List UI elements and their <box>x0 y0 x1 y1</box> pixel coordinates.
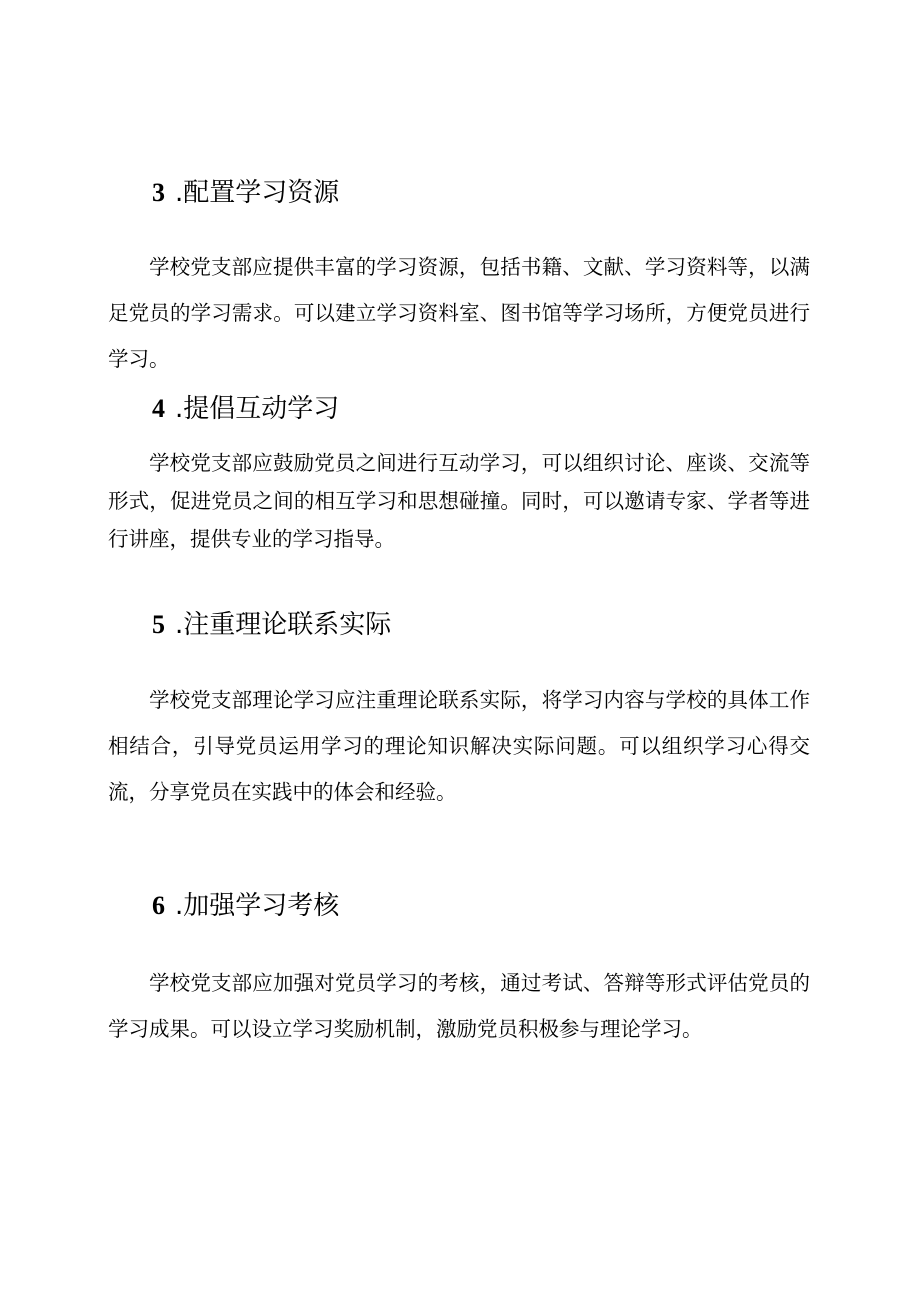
section-3-heading <box>152 177 339 209</box>
section-4-body: 学校党支部应鼓励党员之间进行互动学习，可以组织讨论、座谈、交流等形式，促进党员之间的相互学习和思想碰撞。同时，可以邀请专家、学者等进行讲座，提供专业的学习指导。 <box>108 451 810 551</box>
section-4-number: 4 <box>152 394 165 423</box>
section-3-body: 学校党支部应提供丰富的学习资源，包括书籍、文献、学习资料等，以满足党员的学习需求。可以建立学习资料室、图书馆等学习场所，方便党员进行学习。 <box>108 255 810 371</box>
section-6-heading <box>152 890 339 922</box>
section-5-body: 学校党支部理论学习应注重理论联系实际，将学习内容与学校的具体工作相结合，引导党员运用学习的理论知识解决实际问题。可以组织学习心得交流，分享党员在实践中的体会和经验。 <box>108 688 810 804</box>
section-5-title: .注重理论联系实际 <box>175 610 392 640</box>
section-5-number: 5 <box>152 610 165 639</box>
section-5-heading <box>152 609 391 641</box>
section-3-number: 3 <box>152 178 165 207</box>
section-6-title: .加强学习考核 <box>175 891 340 921</box>
section-3-title: .配置学习资源 <box>175 178 340 208</box>
section-4-heading <box>152 393 339 425</box>
section-4-title: .提倡互动学习 <box>175 394 340 424</box>
section-6-body: 学校党支部应加强对党员学习的考核，通过考试、答辩等形式评估党员的学习成果。可以设立学习奖励机制，激励党员积极参与理论学习。 <box>108 971 810 1041</box>
section-6-number: 6 <box>152 891 165 920</box>
